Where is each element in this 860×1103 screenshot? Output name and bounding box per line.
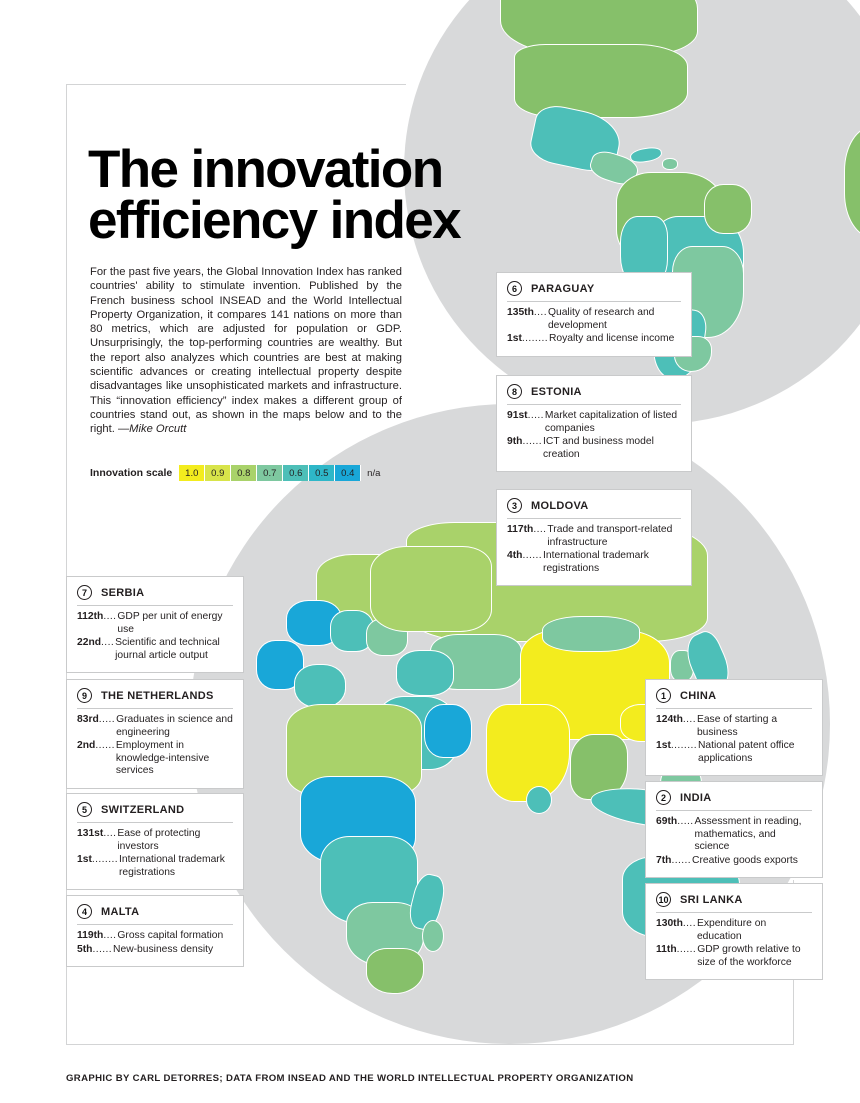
leader-dots: ....: [103, 611, 117, 622]
metric-label: Quality of research and development: [547, 307, 655, 331]
country-name: MALTA: [101, 905, 140, 918]
leader-dots: ......: [92, 943, 113, 955]
metric-row: [77, 637, 233, 662]
rank-badge: 10: [656, 892, 671, 907]
leader-dots: ....: [682, 918, 696, 929]
legend-swatch: 0.4: [335, 465, 361, 481]
callout-card-switzerland[interactable]: [66, 793, 244, 890]
leader-dots: ......: [522, 550, 543, 562]
metric-rank: 130th: [656, 918, 683, 929]
metric-rank: 2nd: [77, 740, 96, 752]
country-name: CHINA: [680, 689, 717, 702]
metric-rank: 135th: [507, 307, 534, 318]
metric-row: [507, 436, 681, 461]
leader-dots: ....: [682, 714, 696, 725]
metric-row: [656, 740, 812, 765]
callout-card-estonia[interactable]: [496, 375, 692, 472]
callout-card-china[interactable]: [645, 679, 823, 776]
country-name: SWITZERLAND: [101, 803, 185, 816]
metric-label: Ease of protecting investors: [117, 828, 201, 852]
deck-body: For the past five years, the Global Innovation Index has ranked countries' ability to stimulate invention. Published by the French business school INSEAD and the World Intellectual Property Organization, it compares 141 nations on more than 80 metrics, which are adjusted for population or GDP. Unsurprisingly, the top-performing countries are wealthy. But the report also analyzes which countries are best at making scientific advances or creating intellectual property despite disadvantages like unsophisticated markets and infrastructure. This “innovation efficiency” index makes a different group of countries stand out, as shown in the maps below and to the right.: [90, 266, 402, 436]
metric-label: Trade and transport-related infrastructure: [547, 524, 673, 548]
metric-rank: 69th: [656, 816, 678, 827]
metric-row: [77, 944, 233, 957]
rank-badge: 1: [656, 688, 671, 703]
metric-row: [77, 611, 233, 636]
metric-rank: 7th: [656, 854, 672, 866]
metric-label: Assessment in reading, mathematics, and science: [694, 816, 802, 853]
callout-card-moldova[interactable]: [496, 489, 692, 586]
metric-rank: 1st: [507, 333, 522, 345]
metric-row: [507, 410, 681, 435]
callout-header: [507, 384, 681, 405]
rank-badge: 8: [507, 384, 522, 399]
metric-row: [77, 714, 233, 739]
callout-card-india[interactable]: [645, 781, 823, 878]
callout-header: [507, 498, 681, 519]
metric-row: [77, 930, 233, 943]
metric-label: International trademark registrations: [118, 854, 225, 878]
leader-dots: ........: [521, 333, 548, 345]
rank-badge: 4: [77, 904, 92, 919]
leader-dots: ....: [103, 930, 117, 941]
leader-dots: ......: [676, 944, 697, 956]
callout-card-serbia[interactable]: [66, 576, 244, 673]
metric-rank: 119th: [77, 930, 104, 941]
leader-dots: ......: [671, 854, 692, 866]
metric-label: ICT and business model creation: [543, 436, 654, 460]
frame-rule-bottom: [66, 1044, 794, 1045]
country-name: SERBIA: [101, 586, 145, 599]
metric-rank: 4th: [507, 550, 523, 562]
leader-dots: .....: [527, 410, 544, 421]
headline-line-1: The innovation: [88, 139, 443, 199]
country-name: INDIA: [680, 791, 712, 804]
metric-rank: 83rd: [77, 714, 99, 725]
callout-header: [656, 892, 812, 913]
metric-rank: 9th: [507, 436, 523, 448]
leader-dots: ....: [533, 524, 547, 535]
country-name: THE NETHERLANDS: [101, 689, 214, 702]
legend-innovation-scale: [90, 465, 386, 481]
rank-badge: 3: [507, 498, 522, 513]
metric-rank: 11th: [656, 944, 677, 956]
leader-dots: ........: [670, 740, 697, 752]
legend-swatch: 0.6: [283, 465, 309, 481]
metric-row: [656, 816, 812, 854]
legend-label: Innovation scale: [90, 467, 173, 479]
callout-header: [77, 585, 233, 606]
headline-line-2: efficiency index: [88, 191, 461, 251]
metric-label: Gross capital formation: [117, 930, 224, 941]
callout-header: [656, 790, 812, 811]
rank-badge: 9: [77, 688, 92, 703]
leader-dots: ......: [95, 740, 115, 752]
standfirst-text: [90, 265, 402, 437]
metric-label: Expenditure on education: [696, 918, 767, 942]
country-name: MOLDOVA: [531, 499, 589, 512]
frame-rule-top: [66, 84, 406, 85]
legend-swatch-na: n/a: [361, 465, 386, 481]
metric-rank: 124th: [656, 714, 683, 725]
country-name: PARAGUAY: [531, 282, 595, 295]
rank-badge: 2: [656, 790, 671, 805]
leader-dots: ......: [522, 436, 543, 448]
metric-rank: 91st: [507, 410, 528, 421]
leader-dots: .....: [677, 816, 694, 827]
metric-row: [656, 918, 812, 943]
metric-label: Market capitalization of listed companies: [544, 410, 678, 434]
metric-row: [656, 944, 812, 969]
country-name: ESTONIA: [531, 385, 582, 398]
metric-rank: 117th: [507, 524, 534, 535]
legend-swatches: [179, 465, 386, 481]
metric-label: International trademark registrations: [543, 550, 649, 574]
metric-row: [77, 854, 233, 879]
legend-swatch: 1.0: [179, 465, 205, 481]
credit-line: GRAPHIC BY CARL DETORRES; DATA FROM INSEAD AND THE WORLD INTELLECTUAL PROPERTY ORGANIZATION: [66, 1073, 634, 1084]
callout-card-sri-lanka[interactable]: [645, 883, 823, 980]
callout-header: [507, 281, 681, 302]
callout-header: [656, 688, 812, 709]
metric-label: Ease of starting a business: [696, 714, 778, 738]
metric-row: [507, 307, 681, 332]
rank-badge: 6: [507, 281, 522, 296]
leader-dots: ........: [91, 854, 118, 866]
metric-label: Creative goods exports: [692, 854, 798, 866]
metric-row: [507, 333, 681, 346]
metric-row: [77, 740, 233, 778]
metric-rank: 5th: [77, 943, 93, 955]
metric-label: Employment in knowledge-intensive services: [115, 740, 210, 777]
metric-row: [656, 855, 812, 868]
legend-swatch: 0.8: [231, 465, 257, 481]
metric-row: [77, 828, 233, 853]
callout-header: [77, 802, 233, 823]
callout-header: [77, 688, 233, 709]
metric-label: National patent office applications: [697, 740, 795, 764]
metric-row: [656, 714, 812, 739]
leader-dots: ....: [533, 307, 547, 318]
metric-label: GDP growth relative to size of the workforce: [697, 944, 801, 968]
metric-rank: 112th: [77, 611, 104, 622]
callout-card-paraguay[interactable]: [496, 272, 692, 357]
metric-rank: 131st: [77, 828, 104, 839]
metric-row: [507, 524, 681, 549]
deck-byline: —Mike Orcutt: [117, 423, 187, 436]
callout-card-malta[interactable]: [66, 895, 244, 967]
leader-dots: ....: [103, 828, 117, 839]
legend-swatch: 0.5: [309, 465, 335, 481]
leader-dots: .....: [98, 714, 116, 725]
rank-badge: 7: [77, 585, 92, 600]
metric-label: GDP per unit of energy use: [117, 611, 223, 635]
callout-card-netherlands[interactable]: [66, 679, 244, 789]
rank-badge: 5: [77, 802, 92, 817]
metric-rank: 22nd: [77, 637, 102, 649]
legend-swatch: 0.7: [257, 465, 283, 481]
leader-dots: ....: [101, 637, 115, 649]
page-title: [88, 139, 608, 251]
metric-label: Royalty and license income: [548, 333, 675, 345]
metric-label: Scientific and technical journal article output: [115, 637, 220, 661]
metric-label: New-business density: [113, 943, 214, 955]
metric-row: [507, 550, 681, 575]
metric-rank: 1st: [77, 854, 92, 866]
metric-label: Graduates in science and engineering: [116, 714, 233, 738]
legend-swatch: 0.9: [205, 465, 231, 481]
callout-header: [77, 904, 233, 925]
country-name: SRI LANKA: [680, 893, 743, 906]
metric-rank: 1st: [656, 740, 671, 752]
